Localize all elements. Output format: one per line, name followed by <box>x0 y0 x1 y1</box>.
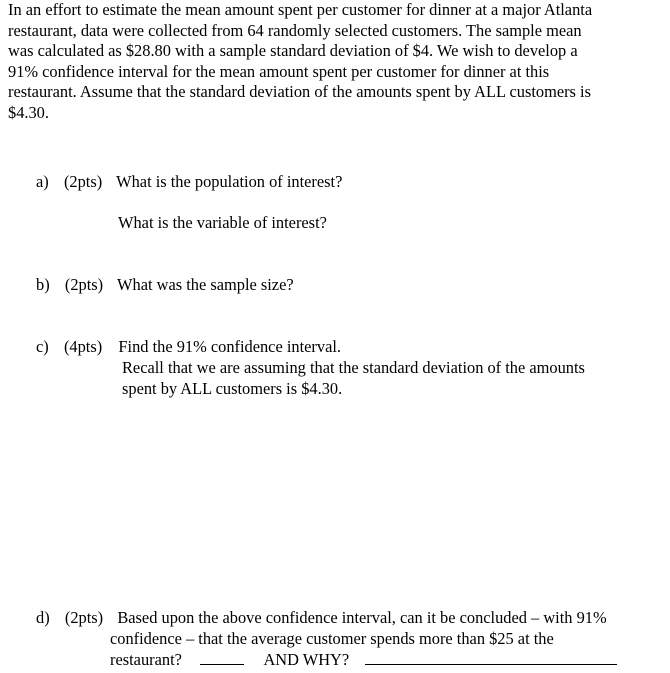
question-b-label: b) <box>36 275 50 294</box>
question-a-followup: What is the variable of interest? <box>118 213 327 232</box>
intro-line: 91% confidence interval for the mean amount spent per customer for dinner at this <box>8 61 550 81</box>
question-c-label: c) <box>36 337 49 356</box>
question-d-line3-start: restaurant? <box>110 650 182 669</box>
answer-blank-why[interactable] <box>365 649 617 665</box>
question-b-points: (2pts) <box>64 275 104 294</box>
intro-line: In an effort to estimate the mean amount spent per customer for dinner at a major Atlanta <box>8 0 593 19</box>
question-a-points: (2pts) <box>63 172 103 191</box>
question-b <box>36 274 294 295</box>
question-a-label: a) <box>36 172 49 191</box>
question-d <box>36 607 607 628</box>
intro-paragraph <box>8 0 592 124</box>
question-d-label: d) <box>36 608 50 627</box>
question-c-points: (4pts) <box>63 337 103 356</box>
question-d-line3 <box>110 649 617 670</box>
question-a-text: What is the population of interest? <box>116 172 343 191</box>
intro-line: was calculated as $28.80 with a sample standard deviation of $4. We wish to develop a <box>8 41 578 61</box>
question-d-line1: Based upon the above confidence interval, can it be concluded – with 91% <box>117 608 607 627</box>
intro-line: restaurant, data were collected from 64 randomly selected customers. The sample mean <box>8 20 582 40</box>
question-d-line2: confidence – that the average customer spends more than $25 at the <box>110 629 554 648</box>
question-c-note-line2: spent by ALL customers is $4.30. <box>122 379 343 398</box>
question-d-line3-mid: AND WHY? <box>263 650 350 669</box>
intro-line: $4.30. <box>8 102 49 122</box>
question-c-note-line1: Recall that we are assuming that the standard deviation of the amounts <box>122 358 585 377</box>
question-a <box>36 171 342 192</box>
intro-line: restaurant. Assume that the standard deviation of the amounts spent by ALL customers is <box>8 82 591 102</box>
answer-blank-yes-no[interactable] <box>200 649 244 665</box>
question-b-text: What was the sample size? <box>117 275 294 294</box>
question-d-points: (2pts) <box>64 608 104 627</box>
question-c <box>36 336 341 357</box>
question-c-text: Find the 91% confidence interval. <box>118 337 341 356</box>
